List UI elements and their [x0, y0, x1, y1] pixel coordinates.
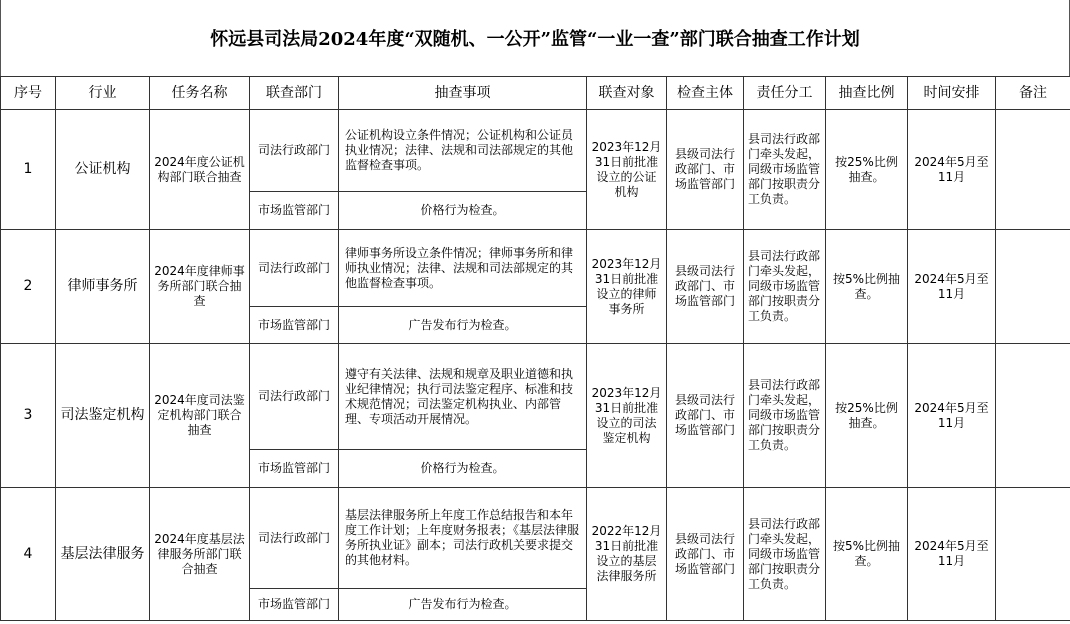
row-task: 2024年度公证机构部门联合抽查	[150, 110, 250, 230]
header-cell-duty: 责任分工	[744, 77, 826, 110]
header-cell-schedule: 时间安排	[908, 77, 996, 110]
row-target: 2023年12月31日前批准设立的律师事务所	[587, 230, 667, 344]
row-items-market: 价格行为检查。	[339, 450, 587, 488]
table-row	[1, 488, 1070, 589]
row-ratio: 按25%比例抽查。	[826, 344, 908, 488]
row-number: 2	[1, 230, 56, 344]
header-cell-ratio: 抽查比例	[826, 77, 908, 110]
table-row	[1, 110, 1070, 192]
row-dept-market: 市场监管部门	[250, 192, 339, 230]
row-industry: 律师事务所	[56, 230, 150, 344]
row-items-market: 广告发布行为检查。	[339, 589, 587, 621]
header-cell-dept: 联查部门	[250, 77, 339, 110]
row-target: 2023年12月31日前批准设立的司法鉴定机构	[587, 344, 667, 488]
row-target: 2023年12月31日前批准设立的公证机构	[587, 110, 667, 230]
row-schedule: 2024年5月至11月	[908, 230, 996, 344]
row-ratio: 按5%比例抽查。	[826, 230, 908, 344]
row-schedule: 2024年5月至11月	[908, 488, 996, 621]
row-task: 2024年度基层法律服务所部门联合抽查	[150, 488, 250, 621]
header-cell-remark: 备注	[996, 77, 1070, 110]
header-cell-task: 任务名称	[150, 77, 250, 110]
row-schedule: 2024年5月至11月	[908, 110, 996, 230]
table-row	[1, 230, 1070, 307]
header-cell-subject: 检查主体	[667, 77, 744, 110]
row-dept-market: 市场监管部门	[250, 589, 339, 621]
row-dept-justice: 司法行政部门	[250, 488, 339, 589]
row-items-justice: 公证机构设立条件情况；公证机构和公证员执业情况；法律、法规和司法部规定的其他监督检查事项。	[339, 110, 587, 192]
row-ratio: 按25%比例抽查。	[826, 110, 908, 230]
row-remark	[996, 110, 1070, 230]
row-task: 2024年度律师事务所部门联合抽查	[150, 230, 250, 344]
page-title: 怀远县司法局2024年度“双随机、一公开”监管“一业一查”部门联合抽查工作计划	[0, 0, 1070, 76]
row-number: 3	[1, 344, 56, 488]
row-ratio: 按5%比例抽查。	[826, 488, 908, 621]
row-dept-market: 市场监管部门	[250, 450, 339, 488]
header-cell-industry: 行业	[56, 77, 150, 110]
row-dept-market: 市场监管部门	[250, 307, 339, 344]
row-duty: 县司法行政部门牵头发起，同级市场监管部门按职责分工负责。	[744, 230, 826, 344]
row-number: 1	[1, 110, 56, 230]
row-number: 4	[1, 488, 56, 621]
row-subject: 县级司法行政部门、市场监管部门	[667, 488, 744, 621]
header-cell-items: 抽查事项	[339, 77, 587, 110]
row-items-justice: 遵守有关法律、法规和规章及职业道德和执业纪律情况；执行司法鉴定程序、标准和技术规范情况；司法鉴定机构执业、内部管理、专项活动开展情况。	[339, 344, 587, 450]
row-items-justice: 基层法律服务所上年度工作总结报告和本年度工作计划；上年度财务报表；《基层法律服务所执业证》副本；司法行政机关要求提交的其他材料。	[339, 488, 587, 589]
row-subject: 县级司法行政部门、市场监管部门	[667, 110, 744, 230]
row-subject: 县级司法行政部门、市场监管部门	[667, 230, 744, 344]
row-dept-justice: 司法行政部门	[250, 344, 339, 450]
row-task: 2024年度司法鉴定机构部门联合抽查	[150, 344, 250, 488]
inspection-plan-table	[0, 76, 1070, 621]
row-industry: 基层法律服务	[56, 488, 150, 621]
row-remark	[996, 344, 1070, 488]
row-items-market: 价格行为检查。	[339, 192, 587, 230]
row-duty: 县司法行政部门牵头发起，同级市场监管部门按职责分工负责。	[744, 110, 826, 230]
row-duty: 县司法行政部门牵头发起，同级市场监管部门按职责分工负责。	[744, 344, 826, 488]
header-cell-no: 序号	[1, 77, 56, 110]
row-industry: 公证机构	[56, 110, 150, 230]
row-target: 2022年12月31日前批准设立的基层法律服务所	[587, 488, 667, 621]
row-remark	[996, 230, 1070, 344]
row-dept-justice: 司法行政部门	[250, 230, 339, 307]
row-schedule: 2024年5月至11月	[908, 344, 996, 488]
row-subject: 县级司法行政部门、市场监管部门	[667, 344, 744, 488]
header-cell-target: 联查对象	[587, 77, 667, 110]
table-row	[1, 344, 1070, 450]
row-industry: 司法鉴定机构	[56, 344, 150, 488]
row-remark	[996, 488, 1070, 621]
row-dept-justice: 司法行政部门	[250, 110, 339, 192]
table-header-row	[1, 77, 1070, 110]
row-items-market: 广告发布行为检查。	[339, 307, 587, 344]
row-duty: 县司法行政部门牵头发起，同级市场监管部门按职责分工负责。	[744, 488, 826, 621]
row-items-justice: 律师事务所设立条件情况；律师事务所和律师执业情况；法律、法规和司法部规定的其他监督检查事项。	[339, 230, 587, 307]
